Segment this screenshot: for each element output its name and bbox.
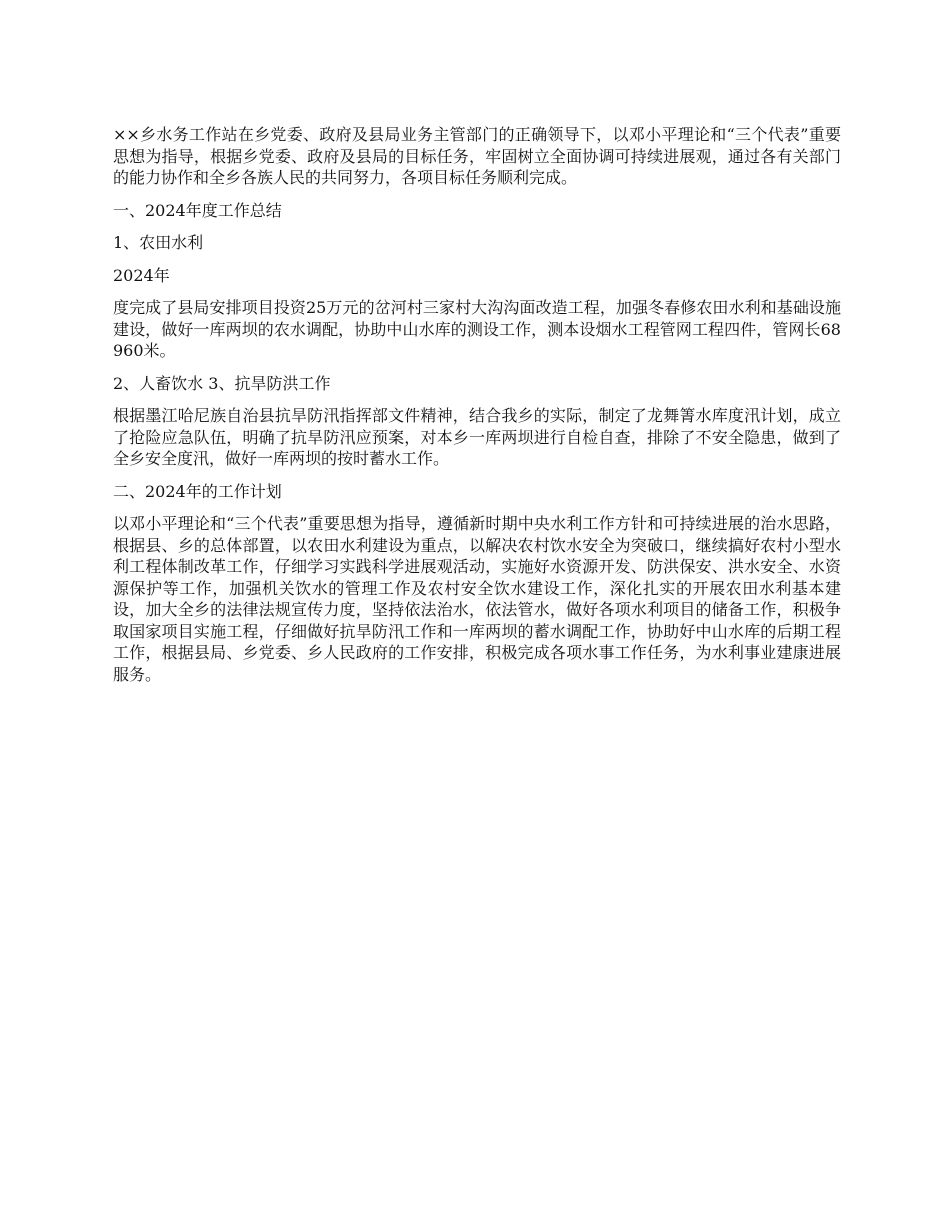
subheading-farmland-irrigation: 1、农田水利: [113, 233, 204, 252]
intro-paragraph: ××乡水务工作站在乡党委、政府及县局业务主管部门的正确领导下，以邓小平理论和“三个代表”重要思想为指导，根据乡党委、政府及县局的目标任务，牢固树立全面协调可持续进展观，通过各有关部门的能力协作和全乡各族人民的共同努力，各项目标任务顺利完成。: [113, 125, 841, 187]
subheading-drinking-water-flood: 2、人畜饮水 3、抗旱防洪工作: [113, 373, 331, 393]
plan-paragraph: 以邓小平理论和“三个代表”重要思想为指导，遵循新时期中央水利工作方针和可持续进展的治水思路，根据县、乡的总体部置，以农田水利建设为重点，以解决农村饮水安全为突破口，继续搞好农村小型水利工程体制改革工作，仔细学习实践科学进展观活动，实施好水资源开发、防洪保安、洪水安全、水资源保护等工作，加强机关饮水的管理工作及农村安全饮水建设工作，深化扎实的开展农田水利基本建设，加大全乡的法律法规宣传力度，坚持依法治水，依法管水，做好各项水利项目的储备工作，积极争取国家项目实施工程，仔细做好抗旱防汛工作和一库两坝的蓄水调配工作，协助好中山水库的后期工程工作，根据县局、乡党委、乡人民政府的工作安排，积极完成各项水事工作任务，为水利事业建康进展服务。: [113, 514, 841, 684]
year-label: 2024年: [113, 265, 170, 285]
section-heading-plan: 二、2024年的工作计划: [113, 481, 282, 501]
section-heading-summary: 一、2024年度工作总结: [113, 200, 282, 220]
farmland-paragraph: 度完成了县局安排项目投资25万元的岔河村三家村大沟沟面改造工程，加强冬春修农田水利和基础设施建设，做好一库两坝的农水调配，协助中山水库的测设工作，测本设烟水工程管网工程四件，管网长68960米。: [113, 298, 841, 360]
document-body: [113, 124, 841, 696]
flood-control-paragraph: 根据墨江哈尼族自治县抗旱防汛指挥部文件精神，结合我乡的实际，制定了龙舞箐水库度汛计划，成立了抢险应急队伍，明确了抗旱防汛应预案，对本乡一库两坝进行自检自查，排除了不安全隐患，做到了全乡安全度汛，做好一库两坝的按时蓄水工作。: [113, 406, 841, 468]
